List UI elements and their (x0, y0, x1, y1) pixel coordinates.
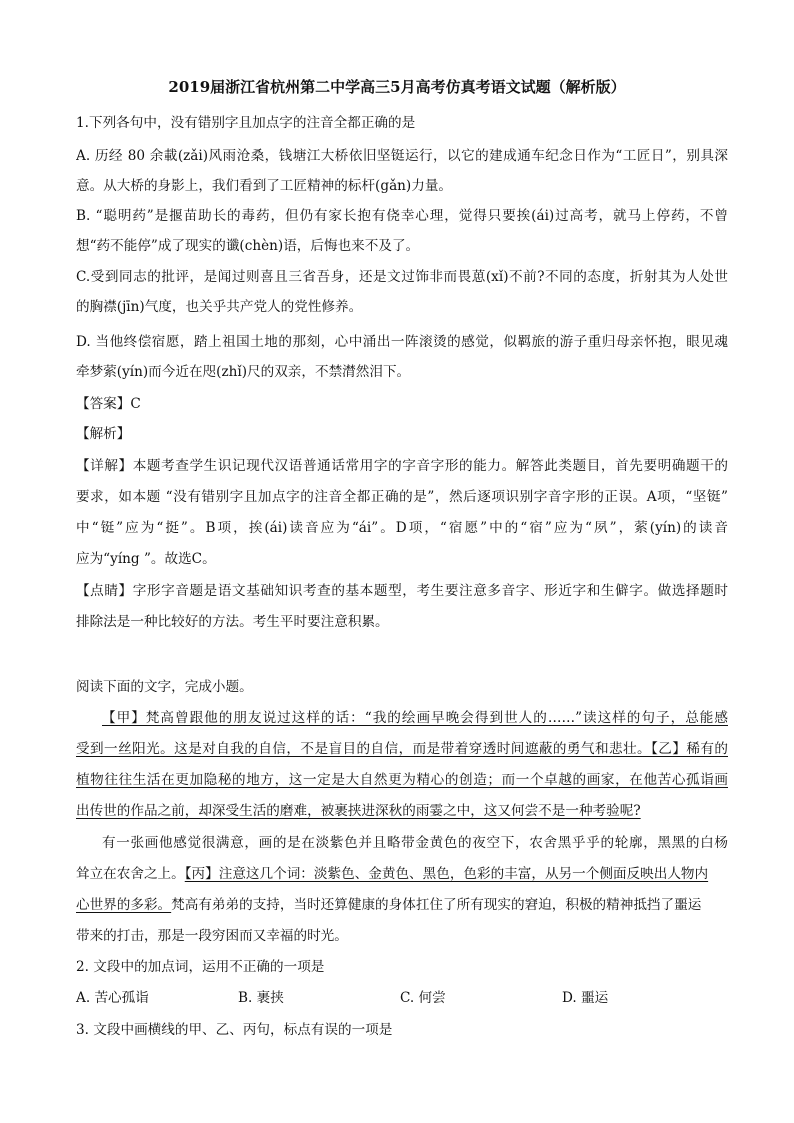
tip-line-2: 排除法是一种比较好的方法。考生平时要注意积累。 (76, 614, 389, 630)
detail-line-4: 应为“yíng ”。故选C。 (76, 551, 216, 567)
option-b-line-1: B. “聪明药”是揠苗助长的毒药，但仍有家长抱有侥幸心理，觉得只要挨(ái)过高考，就马上停药，不曾 (76, 208, 728, 224)
analysis-label: 【解析】 (76, 426, 131, 442)
document-title: 2019届浙江省杭州第二中学高三5月高考仿真考语文试题（解析版） (168, 78, 626, 96)
underlined-sentence-bing-end: 心世界的多彩。 (76, 897, 172, 913)
answer-label: 【答案】C (76, 396, 141, 412)
q2-option-d: D. 噩运 (562, 990, 609, 1006)
tip-line-1: 【点睛】字形字音题是语文基础知识考查的基本题型，考生要注意多音字、形近字和生僻字。做选择题时 (76, 583, 728, 599)
option-c-line-2: 的胸襟(jīn)气度，也关乎共产党人的党性修养。 (76, 299, 363, 315)
underlined-sentence-bing: 【丙】注意这几个词：淡紫色、金黄色、黑色，色彩的丰富，从另一个侧面反映出人物内 (184, 866, 709, 882)
passage-1-line-3 (76, 770, 728, 790)
option-b-line-2: 想“药不能停”成了现实的谶(chèn)语，后悔也来不及了。 (76, 238, 420, 254)
underlined-sentence-yi-cont: 植物往往生活在更加隐秘的地方，这一定是大自然更为精心的创造；而一个卓越的画家，在他苦心孤诣画 (76, 772, 728, 788)
q2-option-a: A. 苦心孤诣 (76, 990, 149, 1006)
question-2-stem: 2. 文段中的加点词，运用不正确的一项是 (76, 959, 325, 975)
passage-2-line-4: 带来的打击，那是一段穷困而又幸福的时光。 (76, 928, 348, 944)
q2-option-c: C. 何尝 (400, 990, 446, 1006)
option-a-line-2: 意。从大桥的身影上，我们看到了工匠精神的标杆(gǎn)力量。 (76, 178, 453, 194)
option-c-line-1: C.受到同志的批评，是闻过则喜且三省吾身，还是文过饰非而畏葸(xǐ)不前?不同的态度，折射其为人处世 (76, 269, 728, 285)
underlined-sentence-jia: 【甲】梵高曾跟他的朋友说过这样的话：“我的绘画早晚会得到世人的……”读这样的句子，总能感 (102, 710, 728, 726)
option-d-line-1: D. 当他终偿宿愿，踏上祖国土地的那刻，心中涌出一阵滚烫的感觉，似羁旅的游子重归母亲怀抱，眼见魂 (76, 334, 728, 350)
detail-line-2: 要求，如本题 “没有错别字且加点字的注音全都正确的是”，然后逐项识别字音字形的正误。A项，“坚铤” (76, 489, 728, 505)
underlined-sentence-yi: 受到一丝阳光。这是对自我的自信，不是盲目的自信，而是带着穿透时间遮蔽的勇气和悲壮。【乙】稀有的 (76, 741, 728, 757)
reading-intro: 阅读下面的文字，完成小题。 (76, 679, 253, 695)
passage-1-line-2 (76, 739, 728, 759)
underlined-sentence-yi-end: 出传世的作品之前，却深受生活的磨难，被裹挟进深秋的雨霎之中，这又何尝不是一种考验呢? (76, 803, 641, 819)
option-a-line-1: A. 历经 80 余載(zǎi)风雨沧桑，钱塘江大桥依旧坚铤运行，以它的建成通车纪念日作为“工匠日”，别具深 (76, 148, 728, 164)
detail-line-3: 中“铤”应为“挺”。B项，挨(ái)读音应为“ái”。D项，“宿愿”中的“宿”应为“夙”，萦(yín)的读音 (76, 520, 728, 536)
passage-2-line-2: 耸立在农舍之上。【丙】注意这几个词：淡紫色、金黄色、黑色，色彩的丰富，从另一个侧面反映出人物内 (76, 866, 709, 882)
passage-2-line-1: 有一张画他感觉很满意，画的是在淡紫色并且略带金黄色的夜空下，农舍黑乎乎的轮廓，黑黑的白杨 (102, 835, 728, 851)
passage-1-line-4 (76, 801, 728, 821)
detail-line-1: 【详解】本题考查学生识记现代汉语普通话常用字的字音字形的能力。解答此类题目，首先要明确题干的 (76, 458, 728, 474)
q2-option-b: B. 裹挟 (238, 990, 284, 1006)
question-3-stem: 3. 文段中画横线的甲、乙、丙句，标点有误的一项是 (76, 1022, 393, 1038)
passage-2-line-3: 心世界的多彩。梵高有弟弟的支持，当时还算健康的身体扛住了所有现实的窘迫，积极的精神抵挡了噩运 (76, 897, 702, 913)
question-1-stem: 1.下列各句中，没有错别字且加点字的注音全都正确的是 (76, 115, 416, 131)
option-d-line-2: 牵梦萦(yín)而今近在咫(zhǐ)尺的双亲，不禁潸然泪下。 (76, 364, 411, 380)
passage-1-line-1 (102, 708, 728, 728)
